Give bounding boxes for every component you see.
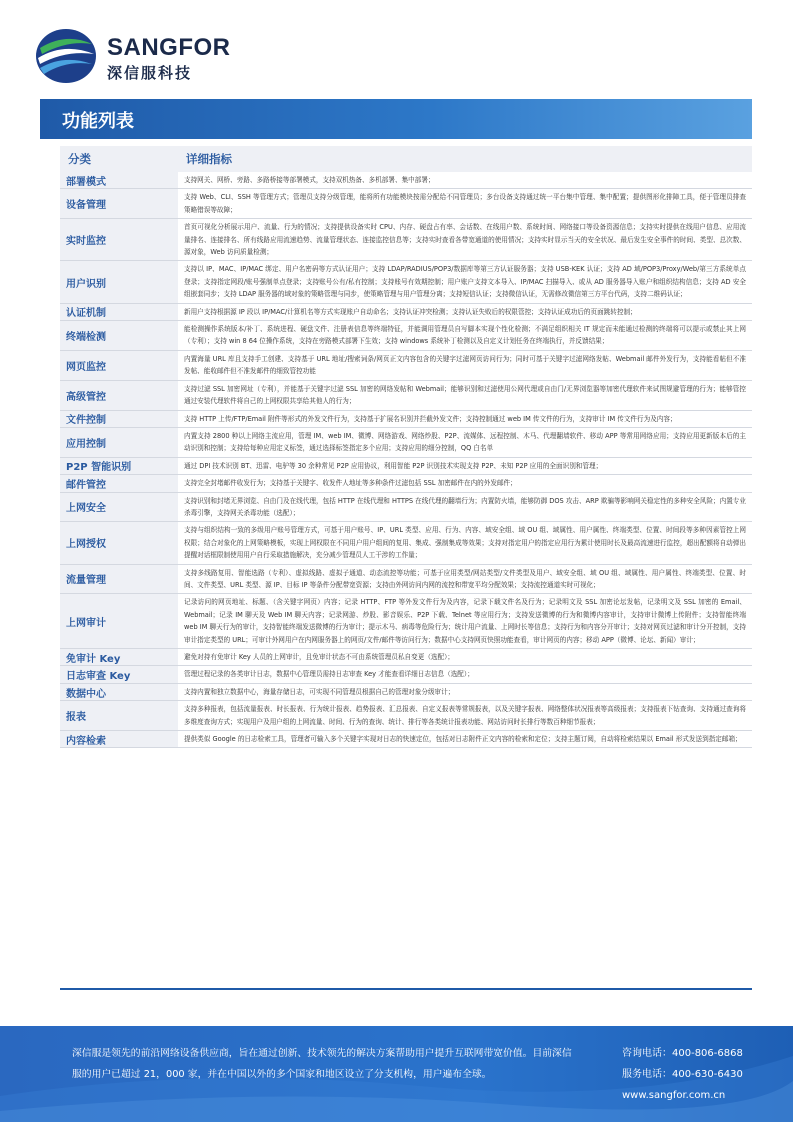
row-category: 部署模式 — [60, 172, 178, 189]
row-detail: 管理过程记录的各类审计日志，数据中心管理员需持日志审查 Key 才能查看详细日志信息（选配）； — [178, 666, 752, 683]
table-row — [60, 350, 752, 380]
footer-about-text: 深信服是领先的前沿网络设备供应商，旨在通过创新、技术领先的解决方案帮助用户提升互联网带宽价值。目前深信服的用户已超过 21，000 家，并在中国以外的多个国家和地区设立了分支机构，用户遍布全球。 — [72, 1048, 572, 1080]
table-row — [60, 522, 752, 564]
row-detail: 新用户支持根据源 IP 段以 IP/MAC/计算机名等方式实现账户自动命名；支持认证冲突检测；支持认证失败后的权限管控；支持认证成功后的页面跳转控制； — [178, 303, 752, 320]
table-row — [60, 261, 752, 303]
row-category: 报表 — [60, 701, 178, 731]
service-phone: 服务电话：400-630-6430 — [622, 1069, 743, 1080]
row-detail: 支持网关、网桥、旁路、多路桥接等部署模式，支持双机热备、多机部署、集中部署； — [178, 172, 752, 189]
sangfor-logo — [34, 26, 234, 86]
table-row — [60, 172, 752, 189]
table-row — [60, 380, 752, 410]
header-category: 分类 — [60, 146, 178, 172]
row-detail: 支持 Web、CLI、SSH 等管理方式；管理员支持分级管理，能将所有功能模块按需分配给不同管理员；多台设备支持通过统一平台集中管理、集中配置；提供图形化排障工具，便于管理员排查策略错误等故障； — [178, 189, 752, 219]
sangfor-logo-icon — [34, 26, 98, 86]
feature-table — [60, 146, 752, 748]
table-row — [60, 564, 752, 594]
footer-contact — [622, 1043, 782, 1106]
table-row — [60, 219, 752, 261]
row-detail: 首页可视化分析展示用户、流量、行为的情况；支持提供设备实时 CPU、内存、硬盘占有率、会话数、在线用户数、系统时间、网络接口等设备资源信息；支持实时提供在线用户信息、应用流量排名、连接排名、所有线路应用流速趋势、流量管理状态、连接监控信息等；支持实时查看各带宽通道的使用情况；支持实时显示当天的安全状况、最后发生安全事件的时间、类型、总次数、源对象，Web 访问质量检测； — [178, 219, 752, 261]
table-row — [60, 189, 752, 219]
row-category: 上网安全 — [60, 492, 178, 522]
row-detail: 提供类似 Google 的日志检索工具，管理者可输入多个关键字实现对日志的快速定位，包括对日志附件正文内容的检索和定位；支持主题订阅，自动将检索结果以 Email 形式发送到指定邮箱； — [178, 731, 752, 748]
row-detail: 支持过滤 SSL 加密网址（专利），并能基于关键字过滤 SSL 加密的网络发帖和 Webmail；能够识别和过滤使用公网代理或自由门/无界浏览器等加密代理软件来试图规避管理的行为；能够管控通过安装代理软件将自己的上网权限共享给其他人的行为； — [178, 380, 752, 410]
row-category: 数据中心 — [60, 683, 178, 700]
row-category: 流量管理 — [60, 564, 178, 594]
row-category: 实时监控 — [60, 219, 178, 261]
row-detail: 支持与组织结构一致的多级用户账号管理方式，可基于用户账号、IP、URL 类型、应用、行为、内容、域安全组、域 OU 组、域属性、用户属性、终端类型、位置、时间段等多种因素管控上网权限；结合对象化的上网策略模板，实现上网权限在不同用户用户组间的复用、集成、强制集成等效果；支持对指定用户的指定应用行为累计使用时长及最高流速进行监控，超出配额将自动弹出提醒对话框限制使用用户自行采取措施解决，充分减少管理员人工干涉的工作量； — [178, 522, 752, 564]
row-detail: 支持多线路复用、智能选路（专利）、虚拟线路、虚拟子通道、动态流控等功能；可基于应用类型/网站类型/文件类型及用户、域安全组、域 OU 组、域属性、用户属性、终端类型、位置、时间、文件类型、URL 类型、源 IP、目标 IP 等条件分配带宽资源；支持由外网访问内网的流控和带宽平均分配效果；支持流控通道实时可视化； — [178, 564, 752, 594]
table-row — [60, 410, 752, 427]
row-detail: 内置海量 URL 库且支持手工创建、支持基于 URL 地址/搜索词条/网页正文内容包含的关键字过滤网页访问行为；同时可基于关键字过滤网络发帖、Webmail 邮件外发行为，支持能看帖但不准发帖、能收邮件但不准发邮件的细致管控功能 — [178, 350, 752, 380]
row-category: 应用控制 — [60, 427, 178, 457]
section-title: 功能列表 — [62, 111, 134, 132]
row-detail: 能检测操作系统版本/补丁、系统进程、硬盘文件、注册表信息等终端特征，并能调用管理员自写脚本实现个性化检测；不满足组织相关 IT 规定而未能通过检测的终端将可以提示或禁止其上网（专利）；支持 win 8 64 位操作系统，支持在旁路模式部署下生效；支持 windows 系统补丁检测以及自定义计划任务在终端执行，并反馈结果； — [178, 321, 752, 351]
row-detail: 支持以 IP、MAC、IP/MAC 绑定、用户名密码等方式认证用户；支持 LDAP/RADIUS/POP3/数据库等第三方认证服务器；支持 USB-KEK 认证；支持 AD 域/POP3/Proxy/Web/第三方系统单点登录；支持指定网段/账号强制单点登录；支持账号公有/私有控制；支持账号有效期控制；用户账户支持文本导入、IP/MAC 扫描导入、或从 AD 服务器导入账户和组织结构信息；支持 AD 安全组嵌套同步；支持 LDAP 服务器的域对象的策略管理与同步，使策略管理与用户管理分离；支持短信认证；支持微信认证，无需修改微信第三方平台代码，支持二维码认证； — [178, 261, 752, 303]
table-row — [60, 731, 752, 748]
row-detail: 支持内置和独立数据中心，海量存储日志，可实现不同管理员根据自己的管理对象分级审计； — [178, 683, 752, 700]
table-row — [60, 492, 752, 522]
row-category: 内容检索 — [60, 731, 178, 748]
row-category: 上网授权 — [60, 522, 178, 564]
row-category: 设备管理 — [60, 189, 178, 219]
row-category: 日志审查 Key — [60, 666, 178, 683]
table-row — [60, 321, 752, 351]
row-category: 邮件管控 — [60, 475, 178, 492]
brand-name-en: SANGFOR — [107, 34, 231, 61]
table-row — [60, 649, 752, 666]
website-link[interactable]: www.sangfor.com.cn — [622, 1090, 726, 1101]
table-row — [60, 683, 752, 700]
row-category: 用户识别 — [60, 261, 178, 303]
table-body — [60, 172, 752, 748]
header-detail: 详细指标 — [178, 146, 752, 172]
row-category: 认证机制 — [60, 303, 178, 320]
table-row — [60, 701, 752, 731]
row-detail: 支持识别和封堵无界浏览、自由门及在线代理，包括 HTTP 在线代理和 HTTPS 在线代理的翻墙行为；内置防火墙，能够防御 DOS 攻击、ARP 欺骗等影响网关稳定性的多种安全风险；内置专业杀毒引擎，支持网关杀毒功能（选配）； — [178, 492, 752, 522]
row-category: 网页监控 — [60, 350, 178, 380]
row-detail: 支持 HTTP 上传/FTP/Email 附件等形式的外发文件行为，支持基于扩展名识别并拦截外发文件；支持控制通过 web IM 传文件的行为，支持审计 IM 传文件行为及内容； — [178, 410, 752, 427]
row-category: 上网审计 — [60, 594, 178, 649]
table-row — [60, 427, 752, 457]
table-row — [60, 666, 752, 683]
row-detail: 通过 DPI 技术识别 BT、迅雷、电驴等 30 余种常见 P2P 应用协议，利用智能 P2P 识别技术实现支持 P2P、未知 P2P 应用的全面识别和管理； — [178, 457, 752, 474]
table-row — [60, 303, 752, 320]
row-category: 文件控制 — [60, 410, 178, 427]
brand-name-cn: 深信服科技 — [107, 64, 193, 82]
row-detail: 避免对持有免审计 Key 人员的上网审计，且免审计状态不可由系统管理员私自变更（选配）； — [178, 649, 752, 666]
row-category: 高级管控 — [60, 380, 178, 410]
table-row — [60, 457, 752, 474]
row-category: 免审计 Key — [60, 649, 178, 666]
consult-phone: 咨询电话：400-806-6868 — [622, 1048, 743, 1059]
row-category: 终端检测 — [60, 321, 178, 351]
table-header-row — [60, 146, 752, 172]
row-detail: 记录访问的网页地址、标题、（含关键字网页）内容；记录 HTTP、FTP 等外发文件行为及内容，记录下载文件名及行为；记录明文及 SSL 加密论坛发帖，记录明文及 SSL 加密的 Email、Webmail；记录 IM 聊天及 Web IM 聊天内容；记录网游、炒股、影音娱乐、P2P 下载、Telnet 等应用行为；支持发送微博的行为和微博内容审计，支持审计微博上传附件；支持智能终端 web IM 聊天行为的审计，支持智能终端发送微博的行为审计；提示木马、病毒等危险行为；统计用户流量、上网时长等信息；支持行为和内容分开审计；支持对网页过滤和审计分开控制，支持审计指定类型的 URL；可审计外网用户在内网服务器上的网页/文件/邮件等访问行为；数据中心支持网页快照功能查看，审计网页的内容；移动 APP（微博、论坛、新闻）审计； — [178, 594, 752, 649]
row-detail: 支持完全封堵邮件收发行为；支持基于关键字、收发件人地址等多种条件过滤包括 SSL 加密邮件在内的外发邮件； — [178, 475, 752, 492]
table-bottom-rule — [60, 988, 752, 990]
footer — [0, 1026, 793, 1122]
row-detail: 支持多种报表，包括流量报表、时长报表、行为统计报表、趋势报表、汇总报表、自定义报表等常规报表，以及关键字报表、网络整体状况报表等高级报表；支持报表下钻查询、支持通过查询将多维度查询方式；实现用户及用户组的上网流量、时间、行为的查询、统计、排行等各类统计报表功能、网站访问时长排行等数百种细节报表； — [178, 701, 752, 731]
table-row — [60, 594, 752, 649]
row-detail: 内置支持 2800 种以上网络主流应用，管理 IM、web IM、微博、网络游戏、网络炒股、P2P、流媒体、远程控制、木马、代理翻墙软件、移动 APP 等常用网络应用；支持应用更新版本后的主动识别和控制；支持给每种应用定义标签，通过选择标签指定多个应用；支持应用的细分控制，QQ 白名单 — [178, 427, 752, 457]
section-title-bar — [40, 99, 752, 139]
table-row — [60, 475, 752, 492]
row-category: P2P 智能识别 — [60, 457, 178, 474]
